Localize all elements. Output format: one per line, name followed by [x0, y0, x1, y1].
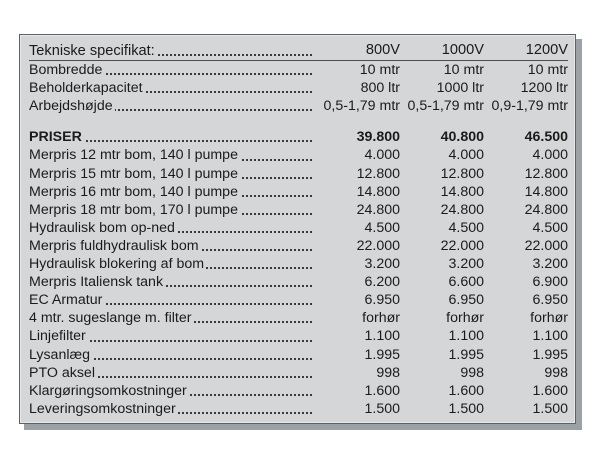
row-value-cell: 1.500 [448, 400, 484, 417]
table-spacer-row [29, 115, 568, 128]
table-row [29, 201, 568, 219]
row-value-cell: 39.800 [356, 129, 400, 146]
row-value-cell: 22.000 [524, 237, 568, 254]
row-value-cell: 1.100 [532, 328, 568, 345]
row-value-cell: 6.600 [448, 274, 484, 291]
table-row [29, 309, 568, 327]
table-row [29, 273, 568, 291]
row-label-cell [29, 346, 316, 364]
table-header-label-cell [29, 41, 316, 61]
row-value-cell: 6.200 [364, 274, 400, 291]
row-value-cell: 1.995 [532, 346, 568, 363]
row-value-cell: 3.200 [532, 256, 568, 273]
row-label: 4 mtr. sugeslange m. filter [29, 310, 192, 327]
row-label: Merpris 12 mtr bom, 140 l pumpe [29, 147, 238, 164]
table-header-row [29, 41, 568, 61]
table-row [29, 400, 568, 418]
row-value-cell: 0,5-1,79 mtr [407, 98, 484, 115]
row-label: Hydraulisk blokering af bom [29, 256, 205, 273]
tail-cell [484, 418, 568, 428]
row-value-cell: 998 [376, 364, 400, 381]
row-value-cell: 14.800 [356, 183, 400, 200]
row-label: Leveringsomkostninger [29, 400, 176, 417]
row-value-cell: 6.950 [448, 292, 484, 309]
row-value-cell: 4.500 [364, 219, 400, 236]
row-label-cell [29, 273, 316, 291]
row-label-cell [29, 165, 316, 183]
row-label: Merpris fuldhydraulisk bom [29, 237, 199, 254]
row-value-cell: 4.000 [448, 147, 484, 164]
row-value-cell: 0,9-1,79 mtr [491, 98, 568, 115]
row-label-cell [29, 97, 316, 115]
row-value-cell: 1.500 [532, 400, 568, 417]
row-value-cell: 12.800 [356, 165, 400, 182]
row-value-cell: 1.100 [448, 328, 484, 345]
row-value-cell: 12.800 [440, 165, 484, 182]
row-label: Arbejdshøjde [29, 98, 113, 115]
row-value-cell: 14.800 [524, 183, 568, 200]
row-label-cell [29, 219, 316, 237]
row-value-cell: 1.995 [364, 346, 400, 363]
table-row [29, 291, 568, 309]
row-label-cell [29, 255, 316, 273]
table-row [29, 364, 568, 382]
row-value-cell: 6.950 [532, 292, 568, 309]
column-header-800v: 800V [365, 42, 400, 58]
table-row [29, 237, 568, 255]
row-value-cell: 1.600 [364, 382, 400, 399]
row-value-cell: 1.600 [532, 382, 568, 399]
row-label-cell [29, 291, 316, 309]
table-row [29, 255, 568, 273]
row-value-cell: 22.000 [440, 237, 484, 254]
row-label: PTO aksel [29, 364, 95, 381]
spec-price-panel [19, 34, 576, 424]
row-label-cell [29, 201, 316, 219]
row-label-cell [29, 146, 316, 164]
table-tail-row [29, 418, 568, 428]
row-value-cell: 10 mtr [527, 62, 568, 79]
row-value-cell: 1200 ltr [520, 80, 568, 97]
table-row [29, 97, 568, 115]
row-value-cell: 6.950 [364, 292, 400, 309]
row-label-cell [29, 382, 316, 400]
row-label: Merpris 16 mtr bom, 140 l pumpe [29, 183, 238, 200]
row-label: Merpris Italiensk tank [29, 274, 164, 291]
column-header-1000v: 1000V [441, 42, 484, 58]
row-label: Bombredde [29, 62, 103, 79]
table-body [29, 41, 568, 428]
row-value-cell: forhør [530, 310, 568, 327]
table-row [29, 219, 568, 237]
row-label: EC Armatur [29, 292, 103, 309]
table-row [29, 128, 568, 146]
row-label-cell [29, 309, 316, 327]
row-value-cell: 3.200 [364, 256, 400, 273]
row-label-cell [29, 183, 316, 201]
table-row [29, 146, 568, 164]
row-value-cell: 12.800 [524, 165, 568, 182]
row-label-cell [29, 364, 316, 382]
spacer-cell [484, 115, 568, 128]
row-value-cell: 4.000 [364, 147, 400, 164]
table-row [29, 183, 568, 201]
table-row [29, 346, 568, 364]
tail-cell [316, 418, 400, 428]
row-value-cell: 46.500 [524, 129, 568, 146]
row-value-cell: 14.800 [440, 183, 484, 200]
row-value-cell: 1.600 [448, 382, 484, 399]
row-value-cell: 3.200 [448, 256, 484, 273]
table-header-label: Tekniske specifikat: [29, 42, 155, 59]
table-row [29, 79, 568, 97]
row-value-cell: 24.800 [440, 201, 484, 218]
row-value-cell: forhør [446, 310, 484, 327]
row-label-cell [29, 128, 316, 146]
row-value-cell: 40.800 [440, 129, 484, 146]
row-label: Merpris 15 mtr bom, 140 l pumpe [29, 165, 238, 182]
table-row [29, 165, 568, 183]
row-value-cell: 998 [544, 364, 568, 381]
spacer-cell [400, 115, 484, 128]
row-label: PRISER [29, 129, 82, 146]
row-value-cell: forhør [362, 310, 400, 327]
row-value-cell: 4.000 [532, 147, 568, 164]
row-label: Hydraulisk bom op-ned [29, 219, 175, 236]
table-row [29, 382, 568, 400]
row-value-cell: 4.500 [532, 219, 568, 236]
table-row [29, 61, 568, 80]
table-row [29, 327, 568, 345]
row-label: Beholderkapacitet [29, 80, 143, 97]
specification-price-table [29, 41, 568, 428]
row-value-cell: 1.500 [364, 400, 400, 417]
row-value-cell: 0,5-1,79 mtr [323, 98, 400, 115]
row-label: Klargøringsomkostninger [29, 382, 187, 399]
row-value-cell: 24.800 [356, 201, 400, 218]
row-value-cell: 998 [460, 364, 484, 381]
column-header-1200v: 1200V [525, 42, 568, 58]
row-value-cell: 800 ltr [360, 80, 400, 97]
row-label: Merpris 18 mtr bom, 170 l pumpe [29, 201, 238, 218]
tail-cell [29, 418, 316, 428]
row-label: Lysanlæg [29, 346, 90, 363]
row-value-cell: 1.995 [448, 346, 484, 363]
row-value-cell: 10 mtr [443, 62, 484, 79]
row-label-cell [29, 400, 316, 418]
row-value-cell: 10 mtr [359, 62, 400, 79]
row-value-cell: 22.000 [356, 237, 400, 254]
row-value-cell: 24.800 [524, 201, 568, 218]
row-value-cell: 6.900 [532, 274, 568, 291]
row-value-cell: 1000 ltr [436, 80, 484, 97]
spacer-cell [316, 115, 400, 128]
row-label-cell [29, 61, 316, 80]
row-label: Linjefilter [29, 328, 86, 345]
row-label-cell [29, 79, 316, 97]
row-value-cell: 4.500 [448, 219, 484, 236]
row-value-cell: 1.100 [364, 328, 400, 345]
tail-cell [400, 418, 484, 428]
row-label-cell [29, 237, 316, 255]
spacer-cell [29, 115, 316, 128]
row-label-cell [29, 327, 316, 345]
